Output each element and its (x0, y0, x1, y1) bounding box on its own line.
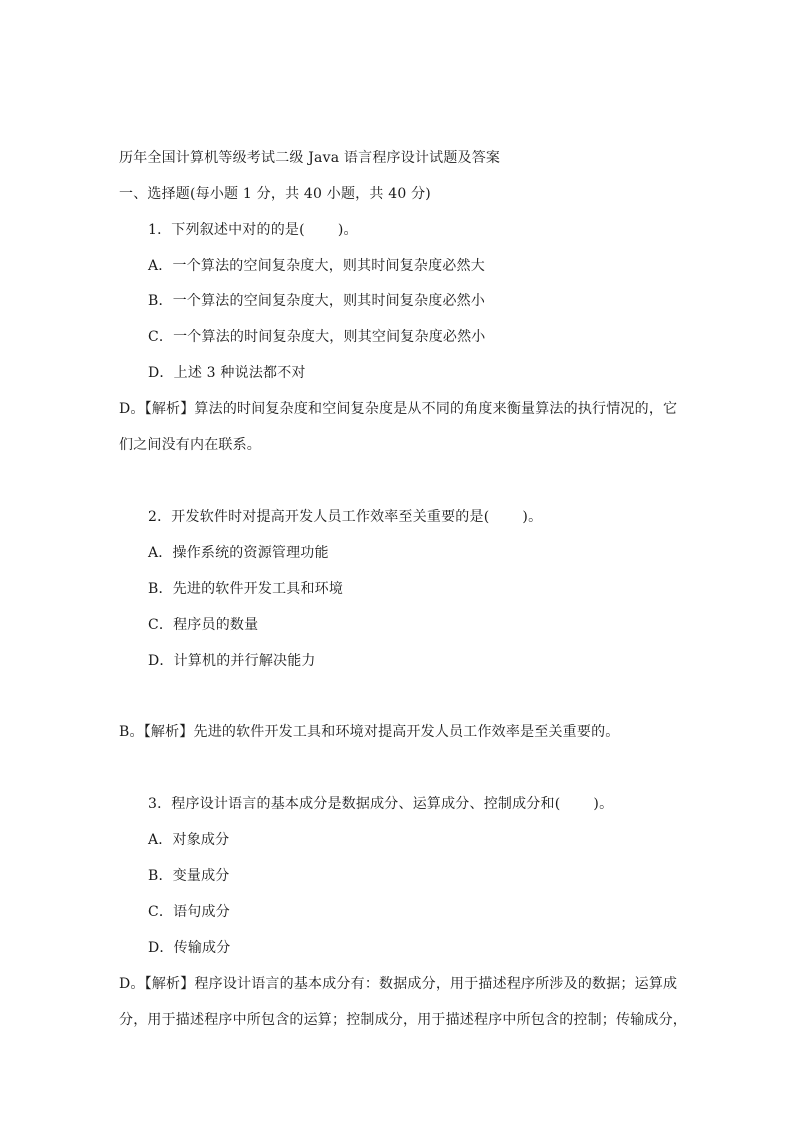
question-3-option-d: D．传输成分 (148, 940, 231, 956)
question-3-explanation-line-2: 分，用于描述程序中所包含的运算；控制成分，用于描述程序中所包含的控制；传输成分， (119, 1012, 687, 1028)
question-1-stem: 1．下列叙述中对的的是( )。 (148, 222, 358, 238)
section-heading: 一、选择题(每小题 1 分，共 40 小题，共 40 分) (119, 186, 431, 202)
question-3-explanation-line-1: D。【解析】程序设计语言的基本成分有：数据成分，用于描述程序所涉及的数据；运算成 (119, 976, 678, 992)
question-3-option-a: A．对象成分 (148, 832, 230, 848)
question-1-explanation-line-2: 们之间没有内在联系。 (119, 437, 261, 453)
question-1-option-d: D．上述 3 种说法都不对 (148, 365, 306, 381)
question-2-stem: 2．开发软件时对提高开发人员工作效率至关重要的是( )。 (148, 509, 543, 525)
question-2-option-d: D．计算机的并行解决能力 (148, 653, 316, 669)
question-1-option-c: C．一个算法的时间复杂度大，则其空间复杂度必然小 (148, 329, 486, 345)
question-2-option-c: C．程序员的数量 (148, 617, 259, 633)
question-2-option-b: B．先进的软件开发工具和环境 (148, 581, 344, 597)
question-3-stem: 3．程序设计语言的基本成分是数据成分、运算成分、控制成分和( )。 (148, 796, 614, 812)
question-1-option-a: A．一个算法的空间复杂度大，则其时间复杂度必然大 (148, 258, 485, 274)
document-title: 历年全国计算机等级考试二级 Java 语言程序设计试题及答案 (119, 150, 501, 166)
question-3-option-c: C．语句成分 (148, 904, 230, 920)
question-2-explanation-line-1: B。【解析】先进的软件开发工具和环境对提高开发人员工作效率是至关重要的。 (119, 724, 620, 740)
question-1-option-b: B．一个算法的空间复杂度大，则其时间复杂度必然小 (148, 293, 486, 309)
question-2-option-a: A．操作系统的资源管理功能 (148, 545, 329, 561)
question-1-explanation-line-1: D。【解析】算法的时间复杂度和空间复杂度是从不同的角度来衡量算法的执行情况的，它 (119, 401, 678, 417)
question-3-option-b: B．变量成分 (148, 868, 230, 884)
